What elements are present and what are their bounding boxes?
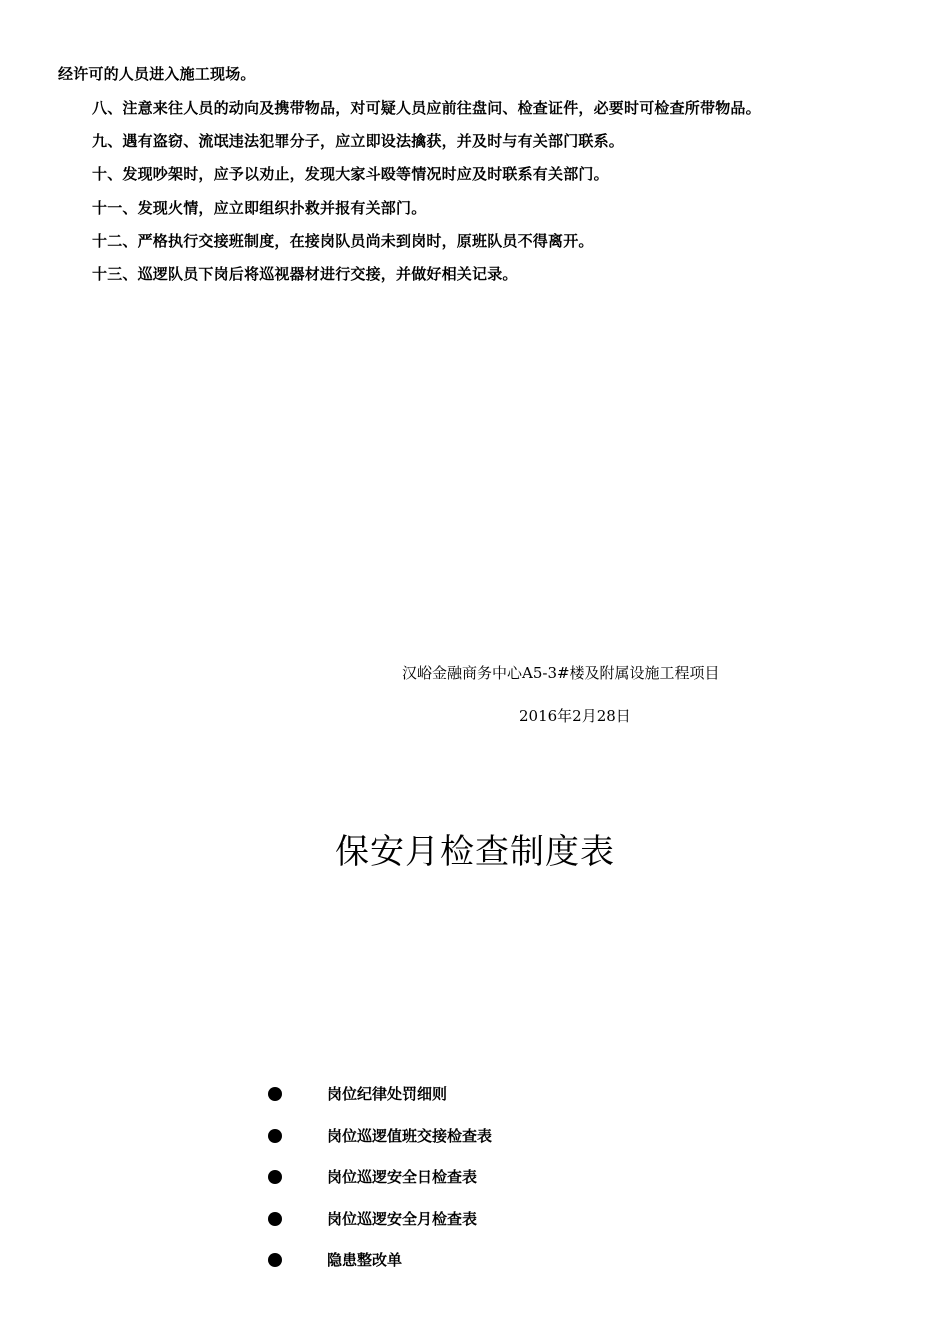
bullet-icon: [268, 1170, 282, 1184]
bullet-icon: [268, 1212, 282, 1226]
paragraph-rule-9: 九、遇有盗窃、流氓违法犯罪分子，应立即设法擒获，并及时与有关部门联系。: [92, 132, 625, 150]
paragraph-rule-10: 十、发现吵架时，应予以劝止，发现大家斗殴等情况时应及时联系有关部门。: [92, 165, 609, 183]
list-item: [268, 1249, 492, 1291]
contents-list: [268, 1083, 492, 1291]
signature-organization: 汉峪金融商务中心A5-3#楼及附属设施工程项目: [402, 664, 720, 682]
page-title: 保安月检查制度表: [335, 832, 615, 872]
bullet-icon: [268, 1087, 282, 1101]
list-item: [268, 1208, 492, 1250]
list-item-label: 岗位纪律处罚细则: [327, 1085, 448, 1103]
bullet-icon: [268, 1253, 282, 1267]
list-item-label: 隐患整改单: [327, 1251, 403, 1269]
list-item: [268, 1125, 492, 1167]
paragraph-rule-11: 十一、发现火情，应立即组织扑救并报有关部门。: [92, 199, 427, 217]
paragraph-rule-12: 十二、严格执行交接班制度，在接岗队员尚未到岗时，原班队员不得离开。: [92, 232, 594, 250]
list-item-label: 岗位巡逻安全日检查表: [327, 1168, 478, 1186]
list-item: [268, 1083, 492, 1125]
paragraph-continuation: 经许可的人员进入施工现场。: [58, 65, 256, 83]
list-item-label: 岗位巡逻安全月检查表: [327, 1209, 478, 1228]
signature-date: 2016年2月28日: [519, 707, 631, 725]
paragraph-rule-8: 八、注意来往人员的动向及携带物品，对可疑人员应前往盘问、检查证件，必要时可检查所带物品。: [92, 99, 761, 117]
bullet-icon: [268, 1129, 282, 1143]
list-item-label: 岗位巡逻值班交接检查表: [327, 1126, 493, 1145]
paragraph-rule-13: 十三、巡逻队员下岗后将巡视器材进行交接，并做好相关记录。: [92, 265, 518, 283]
list-item: [268, 1166, 492, 1208]
